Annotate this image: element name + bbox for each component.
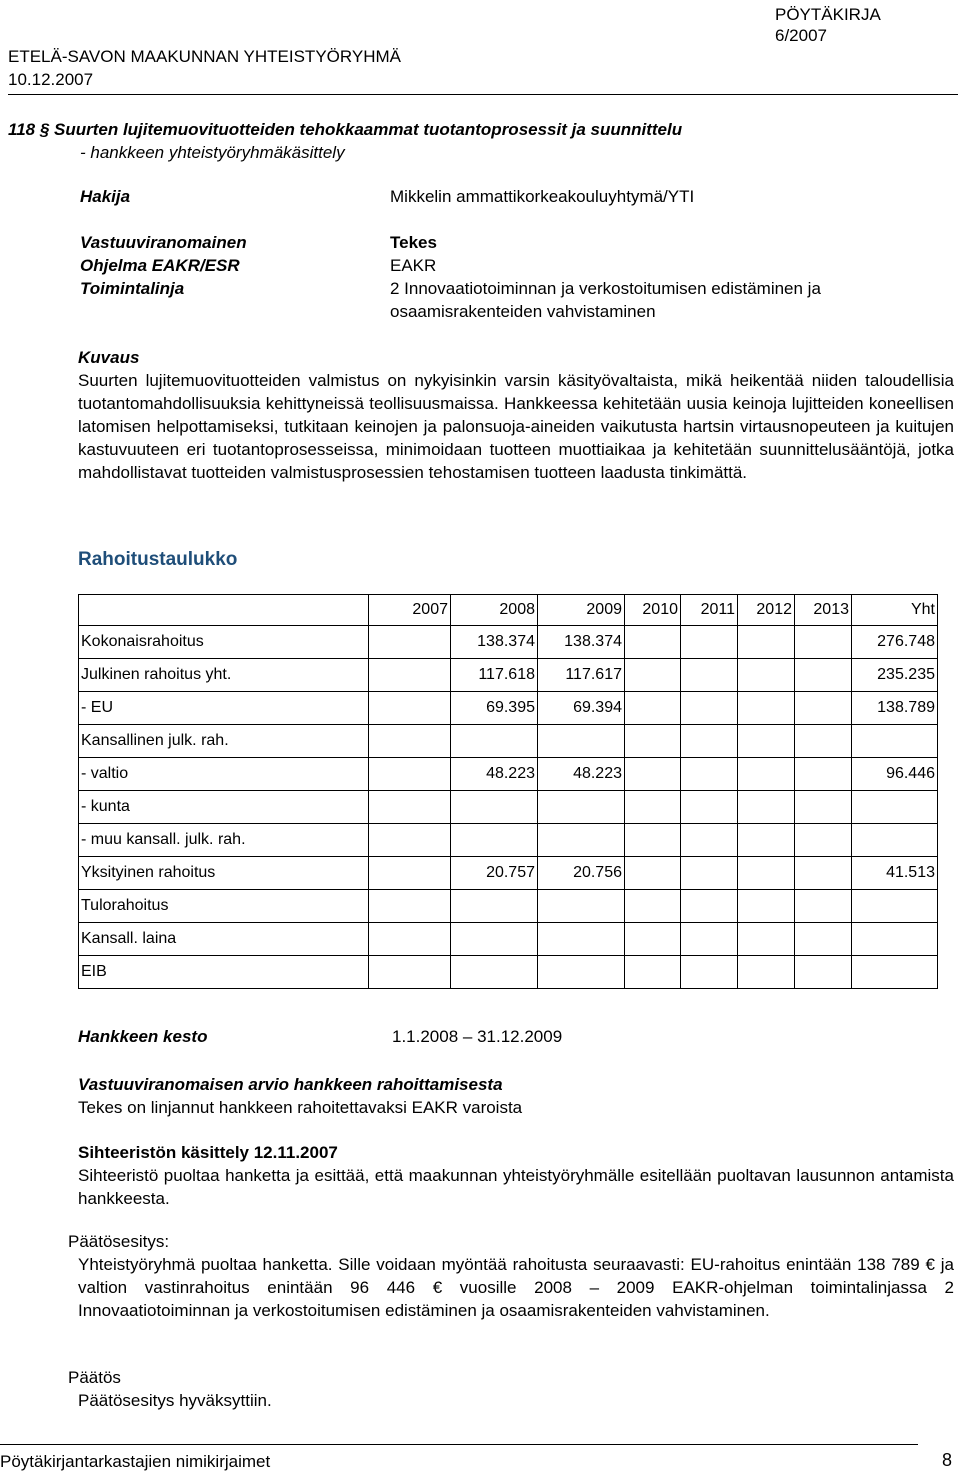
value-cell (451, 725, 538, 758)
value-cell (538, 824, 625, 857)
value-cell (738, 758, 795, 791)
value-cell (369, 857, 451, 890)
item-title: 118 § Suurten lujitemuovituotteiden tehokkaammat tuotantoprosessit ja suunnittelu (8, 120, 683, 139)
proposal-heading: Päätösesitys: (68, 1232, 170, 1251)
row-label-cell: Kansall. laina (79, 923, 369, 956)
value-cell (852, 890, 938, 923)
vastuuviranomainen-label: Vastuuviranomainen (80, 233, 247, 252)
duration-label: Hankkeen kesto (78, 1027, 208, 1046)
value-cell (538, 725, 625, 758)
table-row (79, 725, 938, 758)
value-cell (681, 857, 738, 890)
table-header-cell: 2013 (795, 595, 852, 626)
value-cell (681, 824, 738, 857)
value-cell: 96.446 (852, 758, 938, 791)
row-label-cell: - EU (79, 692, 369, 725)
secretariat-section (78, 1141, 954, 1210)
table-row (79, 758, 938, 791)
value-cell: 138.789 (852, 692, 938, 725)
value-cell (795, 890, 852, 923)
proposal-text: Yhteistyöryhmä puoltaa hanketta. Sille voidaan myöntää rahoitusta seuraavasti: EU-rahoitus enintään 138 789 € ja valtion vastinrahoitus enintään 96 446 € vuosille 2008 – 2009 EAKR-ohjelman toimintalinjassa 2 Innovaatiotoiminnan ja verkostoitumisen edistäminen ja osaamisrakenteiden vahvistaminen. (78, 1255, 954, 1320)
value-cell (795, 791, 852, 824)
table-header-cell: 2011 (681, 595, 738, 626)
value-cell (451, 890, 538, 923)
hakija-label: Hakija (80, 187, 131, 206)
value-cell (451, 824, 538, 857)
value-cell (852, 725, 938, 758)
value-cell (852, 956, 938, 989)
row-label-cell: Kokonaisrahoitus (79, 626, 369, 659)
decision-heading: Päätös (68, 1368, 121, 1387)
table-row (79, 692, 938, 725)
toimintalinja-label: Toimintalinja (80, 279, 185, 298)
value-cell (795, 824, 852, 857)
value-cell (795, 956, 852, 989)
table-row (79, 659, 938, 692)
page-number: 8 (941, 1450, 952, 1470)
ohjelma-value: EAKR (390, 256, 437, 275)
value-cell (738, 725, 795, 758)
value-cell (738, 659, 795, 692)
secretariat-heading: Sihteeristön käsittely 12.11.2007 (78, 1143, 338, 1162)
document-type: PÖYTÄKIRJA (775, 5, 881, 24)
value-cell (538, 956, 625, 989)
assessment-heading: Vastuuviranomaisen arvio hankkeen rahoittamisesta (78, 1075, 503, 1094)
value-cell (625, 659, 681, 692)
table-row (79, 956, 938, 989)
row-label-cell: - kunta (79, 791, 369, 824)
value-cell (625, 824, 681, 857)
value-cell (795, 725, 852, 758)
table-row (79, 791, 938, 824)
meeting-date: 10.12.2007 (8, 70, 94, 89)
value-cell (738, 791, 795, 824)
value-cell (451, 923, 538, 956)
row-label-cell: Yksityinen rahoitus (79, 857, 369, 890)
value-cell (451, 956, 538, 989)
vastuuviranomainen-value: Tekes (390, 233, 437, 252)
value-cell (625, 923, 681, 956)
organization-name: ETELÄ-SAVON MAAKUNNAN YHTEISTYÖRYHMÄ (8, 47, 401, 66)
table-header-cell: 2008 (451, 595, 538, 626)
description-section (78, 346, 954, 484)
value-cell (738, 626, 795, 659)
value-cell: 117.617 (538, 659, 625, 692)
value-cell (795, 758, 852, 791)
value-cell (538, 890, 625, 923)
hakija-value: Mikkelin ammattikorkeakouluyhtymä/YTI (390, 187, 695, 206)
table-row (79, 857, 938, 890)
value-cell (738, 824, 795, 857)
footer-rule (0, 1444, 918, 1445)
value-cell (681, 725, 738, 758)
value-cell (369, 824, 451, 857)
value-cell (625, 791, 681, 824)
value-cell: 138.374 (538, 626, 625, 659)
value-cell (738, 857, 795, 890)
value-cell (538, 791, 625, 824)
row-label-cell: EIB (79, 956, 369, 989)
row-label-cell: Tulorahoitus (79, 890, 369, 923)
value-cell (625, 857, 681, 890)
funding-table-heading: Rahoitustaulukko (78, 549, 238, 570)
value-cell (625, 890, 681, 923)
value-cell (681, 791, 738, 824)
value-cell (369, 659, 451, 692)
value-cell (852, 824, 938, 857)
description-heading: Kuvaus (78, 348, 140, 367)
table-header-cell: 2007 (369, 595, 451, 626)
table-row (79, 824, 938, 857)
header-rule (8, 94, 958, 95)
value-cell (681, 956, 738, 989)
value-cell: 20.756 (538, 857, 625, 890)
table-row (79, 890, 938, 923)
value-cell (369, 791, 451, 824)
value-cell (369, 956, 451, 989)
value-cell: 48.223 (451, 758, 538, 791)
duration-value: 1.1.2008 – 31.12.2009 (392, 1027, 563, 1046)
item-subtitle: - hankkeen yhteistyöryhmäkäsittely (80, 143, 345, 162)
value-cell (681, 758, 738, 791)
table-header-cell: Yht (852, 595, 938, 626)
row-label-cell: Kansallinen julk. rah. (79, 725, 369, 758)
decision-section (68, 1366, 954, 1412)
value-cell (681, 626, 738, 659)
value-cell (369, 692, 451, 725)
value-cell (625, 956, 681, 989)
value-cell (625, 758, 681, 791)
value-cell (852, 923, 938, 956)
value-cell (538, 923, 625, 956)
value-cell (795, 692, 852, 725)
ohjelma-label: Ohjelma EAKR/ESR (80, 256, 240, 275)
value-cell (451, 791, 538, 824)
value-cell (738, 890, 795, 923)
value-cell (625, 626, 681, 659)
table-header-row (79, 595, 938, 626)
value-cell (681, 659, 738, 692)
value-cell (852, 791, 938, 824)
table-header-cell: 2010 (625, 595, 681, 626)
value-cell (738, 956, 795, 989)
table-header-cell (79, 595, 369, 626)
value-cell (369, 758, 451, 791)
table-header-cell: 2012 (738, 595, 795, 626)
value-cell (795, 659, 852, 692)
value-cell: 69.394 (538, 692, 625, 725)
row-label-cell: - muu kansall. julk. rah. (79, 824, 369, 857)
value-cell (369, 626, 451, 659)
value-cell (369, 725, 451, 758)
value-cell: 48.223 (538, 758, 625, 791)
toimintalinja-value-line1: 2 Innovaatiotoiminnan ja verkostoitumisen edistäminen ja (390, 279, 821, 298)
table-header-cell: 2009 (538, 595, 625, 626)
secretariat-text: Sihteeristö puoltaa hanketta ja esittää, että maakunnan yhteistyöryhmälle esitellään puoltavan lausunnon antamista hankkeesta. (78, 1166, 954, 1208)
value-cell: 41.513 (852, 857, 938, 890)
value-cell: 138.374 (451, 626, 538, 659)
value-cell (369, 890, 451, 923)
document-number: 6/2007 (775, 26, 827, 45)
table-row (79, 923, 938, 956)
assessment-text: Tekes on linjannut hankkeen rahoitettavaksi EAKR varoista (78, 1098, 523, 1117)
value-cell: 276.748 (852, 626, 938, 659)
value-cell: 20.757 (451, 857, 538, 890)
value-cell (681, 890, 738, 923)
row-label-cell: Julkinen rahoitus yht. (79, 659, 369, 692)
value-cell (625, 725, 681, 758)
value-cell (738, 692, 795, 725)
value-cell: 117.618 (451, 659, 538, 692)
value-cell (681, 923, 738, 956)
table-row (79, 626, 938, 659)
decision-text: Päätösesitys hyväksyttiin. (78, 1391, 272, 1410)
value-cell (795, 857, 852, 890)
value-cell (681, 692, 738, 725)
value-cell: 235.235 (852, 659, 938, 692)
toimintalinja-value-line2: osaamisrakenteiden vahvistaminen (390, 302, 656, 321)
value-cell (369, 923, 451, 956)
row-label-cell: - valtio (79, 758, 369, 791)
value-cell (625, 692, 681, 725)
value-cell (795, 923, 852, 956)
proposal-section (68, 1230, 954, 1322)
funding-table (78, 594, 938, 989)
assessment-section (78, 1073, 954, 1119)
value-cell (738, 923, 795, 956)
value-cell (795, 626, 852, 659)
value-cell: 69.395 (451, 692, 538, 725)
description-text: Suurten lujitemuovituotteiden valmistus on nykyisinkin varsin käsityövaltaista, mikä heikentää niiden taloudellisia tuotantomahdollisuuksia kehittyneissä teollisuusmaissa. Hankkeessa kehitetään uusia keinoja lujitteiden koneellisen latomisen helpottamiseksi, tutkitaan keinojen ja palonsuoja-aineiden vaikutusta hartsin virtausnopeuteen ja kuitujen kastuvuuteen eri tuotantoprosesseissa, minimoidaan tuotteen muottiaikaa ja kehitetään suunnittelusääntöjä, jotka mahdollistavat tuotteiden valmistusprosessien tehostamisen tuotteen laadusta tinkimättä. (78, 371, 954, 482)
signature-label: Pöytäkirjantarkastajien nimikirjaimet (0, 1452, 271, 1471)
